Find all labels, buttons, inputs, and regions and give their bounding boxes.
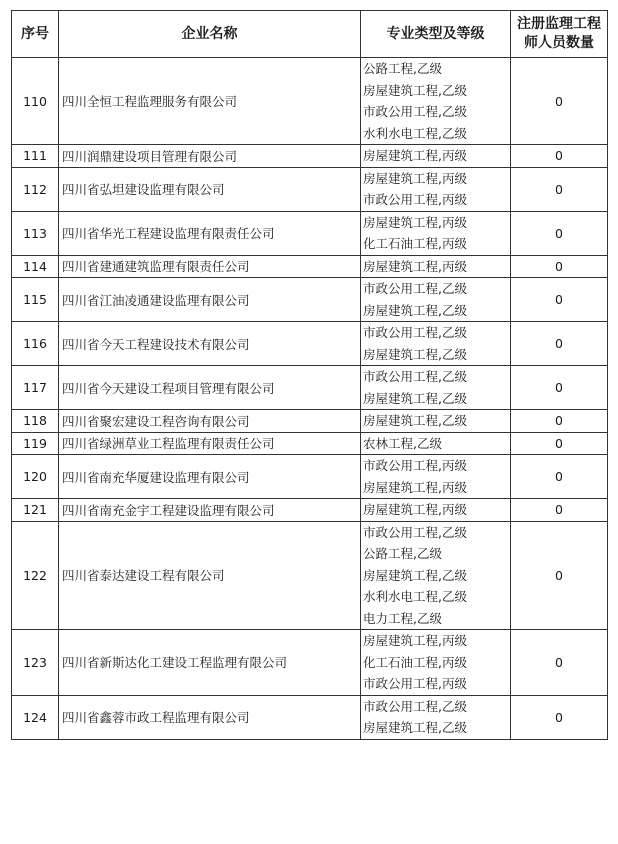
company-name: 四川润鼎建设项目管理有限公司: [59, 145, 361, 168]
qualification-item: 房屋建筑工程,乙级: [363, 346, 467, 362]
table-row: [12, 455, 608, 499]
qualification-item: 房屋建筑工程,丙级: [363, 479, 467, 495]
company-name: 四川省泰达建设工程有限公司: [59, 521, 361, 630]
qualification-cell: [361, 278, 511, 322]
qualification-item: 房屋建筑工程,丙级: [363, 502, 467, 517]
qualification-cell: [361, 211, 511, 255]
qualification-cell: [361, 432, 511, 455]
qualification-item: 市政公用工程,乙级: [363, 369, 467, 384]
qualification-item: 电力工程,乙级: [363, 610, 442, 626]
table-row: [12, 145, 608, 168]
header-index: 序号: [12, 11, 59, 58]
qualification-cell: [361, 255, 511, 278]
company-name: 四川省新斯达化工建设工程监理有限公司: [59, 630, 361, 696]
qualification-item: 公路工程,乙级: [363, 61, 442, 76]
engineer-count: 0: [511, 695, 608, 739]
qualification-cell: [361, 145, 511, 168]
row-index: 116: [12, 322, 59, 366]
qualification-item: 房屋建筑工程,丙级: [363, 170, 467, 186]
qualification-cell: [361, 322, 511, 366]
qualification-cell: [361, 366, 511, 410]
qualification-item: 市政公用工程,乙级: [363, 325, 467, 340]
qualification-item: 房屋建筑工程,乙级: [363, 302, 467, 318]
engineer-count: 0: [511, 366, 608, 410]
row-index: 114: [12, 255, 59, 278]
qualification-item: 化工石油工程,丙级: [363, 236, 467, 251]
company-name: 四川省南充华厦建设监理有限公司: [59, 455, 361, 499]
company-name: 四川省弘坦建设监理有限公司: [59, 167, 361, 211]
qualification-item: 市政公用工程,乙级: [363, 698, 467, 714]
header-engineer-count: 注册监理工程师人员数量: [511, 11, 608, 58]
table-row: [12, 499, 608, 522]
company-name: 四川省聚宏建设工程咨询有限公司: [59, 410, 361, 433]
table-row: [12, 432, 608, 455]
row-index: 117: [12, 366, 59, 410]
table-row: [12, 58, 608, 145]
engineer-count: 0: [511, 322, 608, 366]
row-index: 113: [12, 211, 59, 255]
qualification-cell: [361, 455, 511, 499]
qualification-item: 市政公用工程,丙级: [363, 458, 467, 473]
engineer-count: 0: [511, 211, 608, 255]
qualification-item: 房屋建筑工程,丙级: [363, 633, 467, 648]
row-index: 121: [12, 499, 59, 522]
table-body: [12, 58, 608, 740]
engineer-count: 0: [511, 278, 608, 322]
engineer-count: 0: [511, 58, 608, 145]
company-name: 四川省今天工程建设技术有限公司: [59, 322, 361, 366]
qualification-cell: [361, 695, 511, 739]
qualification-item: 市政公用工程,乙级: [363, 281, 467, 296]
row-index: 118: [12, 410, 59, 433]
qualification-item: 房屋建筑工程,丙级: [363, 148, 467, 163]
row-index: 120: [12, 455, 59, 499]
engineer-count: 0: [511, 255, 608, 278]
qualification-cell: [361, 58, 511, 145]
qualification-item: 房屋建筑工程,丙级: [363, 258, 467, 274]
qualification-item: 市政公用工程,乙级: [363, 524, 467, 540]
qualification-cell: [361, 521, 511, 630]
row-index: 123: [12, 630, 59, 696]
qualification-cell: [361, 167, 511, 211]
qualification-item: 房屋建筑工程,乙级: [363, 720, 467, 735]
table-row: [12, 366, 608, 410]
company-name: 四川省华光工程建设监理有限责任公司: [59, 211, 361, 255]
table-row: [12, 695, 608, 739]
engineer-count: 0: [511, 410, 608, 433]
row-index: 115: [12, 278, 59, 322]
table-row: [12, 410, 608, 433]
qualification-item: 市政公用工程,丙级: [363, 676, 467, 691]
row-index: 122: [12, 521, 59, 630]
qualification-item: 房屋建筑工程,乙级: [363, 82, 467, 98]
engineer-count: 0: [511, 630, 608, 696]
engineer-count: 0: [511, 455, 608, 499]
qualification-cell: [361, 499, 511, 522]
company-name: 四川省江油凌通建设监理有限公司: [59, 278, 361, 322]
table-row: [12, 521, 608, 630]
engineer-count: 0: [511, 167, 608, 211]
supervision-company-table: [11, 10, 608, 740]
company-name: 四川省南充金宇工程建设监理有限公司: [59, 499, 361, 522]
table-row: [12, 278, 608, 322]
company-name: 四川全恒工程监理服务有限公司: [59, 58, 361, 145]
table-row: [12, 630, 608, 696]
engineer-count: 0: [511, 145, 608, 168]
header-qualification: 专业类型及等级: [361, 11, 511, 58]
engineer-count: 0: [511, 499, 608, 522]
qualification-item: 化工石油工程,丙级: [363, 654, 467, 670]
engineer-count: 0: [511, 521, 608, 630]
qualification-item: 房屋建筑工程,丙级: [363, 214, 467, 230]
qualification-cell: [361, 630, 511, 696]
qualification-item: 水利水电工程,乙级: [363, 125, 467, 141]
qualification-item: 水利水电工程,乙级: [363, 589, 467, 604]
qualification-item: 房屋建筑工程,乙级: [363, 390, 467, 406]
qualification-item: 市政公用工程,丙级: [363, 192, 467, 207]
qualification-item: 房屋建筑工程,乙级: [363, 413, 467, 428]
qualification-item: 农林工程,乙级: [363, 435, 442, 451]
header-company-name: 企业名称: [59, 11, 361, 58]
row-index: 110: [12, 58, 59, 145]
qualification-item: 公路工程,乙级: [363, 546, 442, 561]
table-row: [12, 211, 608, 255]
table-row: [12, 322, 608, 366]
qualification-cell: [361, 410, 511, 433]
company-name: 四川省今天建设工程项目管理有限公司: [59, 366, 361, 410]
engineer-count: 0: [511, 432, 608, 455]
company-name: 四川省建通建筑监理有限责任公司: [59, 255, 361, 278]
row-index: 111: [12, 145, 59, 168]
table-header-row: [12, 11, 608, 58]
table-row: [12, 255, 608, 278]
qualification-item: 市政公用工程,乙级: [363, 104, 467, 119]
table-row: [12, 167, 608, 211]
row-index: 119: [12, 432, 59, 455]
company-name: 四川省绿洲草业工程监理有限责任公司: [59, 432, 361, 455]
row-index: 124: [12, 695, 59, 739]
qualification-item: 房屋建筑工程,乙级: [363, 567, 467, 583]
company-name: 四川省鑫蓉市政工程监理有限公司: [59, 695, 361, 739]
row-index: 112: [12, 167, 59, 211]
